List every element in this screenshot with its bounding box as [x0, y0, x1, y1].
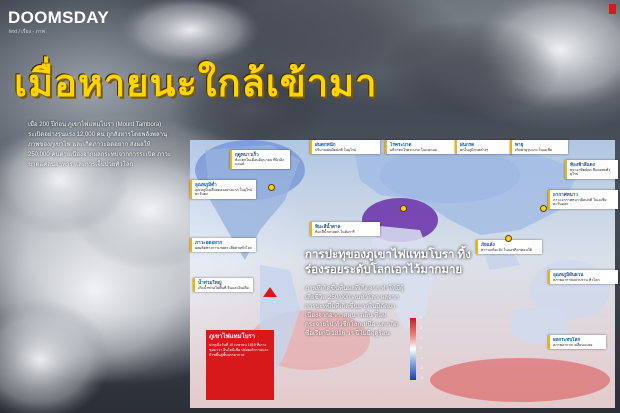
callout-body: เกิดน้ำท่วมในพื้นที่ จีนและอินเดีย: [198, 285, 249, 290]
feature-block: [305, 248, 475, 338]
callout-title: น้ำท่วมใหญ่: [198, 280, 222, 285]
callout-body: ปริมาณฝนผิดปกติ ในยุโรป: [315, 147, 357, 152]
section-byline: text / เรื่อง - ภาพ: [9, 29, 45, 35]
callout-title: หิมะสีน้ำตาล: [315, 224, 341, 229]
callout-body: เกิดพายุรุนแรง ในเอเชีย: [515, 147, 552, 152]
callout-body: อหิวาตกโรคระบาด ในเบงกอล: [390, 147, 437, 152]
callout: [190, 238, 256, 252]
callout: [548, 190, 618, 209]
callout-title: ฝนตกหนัก: [315, 142, 336, 147]
callout-title: ผลกระทบโลก: [553, 337, 581, 342]
temperature-legend-bar: [410, 318, 416, 380]
callout-title: อุณหภูมิผันผวน: [553, 272, 584, 277]
feature-body: ภาพที่เกิดขึ้นพื้นผลที่เกิดจาก ทำให้มีผู้เสียชีวิต 250,000 คนทั่วโลก ผลจากการปะทุขึ้นที่เกิดขึ้นมากในปีถัดมา เนื่องจากอากาศหนาวเย็น ที่แผ่กระจายไป ทั่วซีกโลกเหนือ และเกิดชื่อเรียกปี 1816 ว่า ปีไม่มีฤดูร้อน: [305, 285, 404, 337]
callout-body: พระอาทิตย์ตก สีแดงสดทั่วยุโรป: [570, 167, 611, 177]
location-pin: [505, 235, 512, 242]
callout-title: อากาศหนาว: [553, 192, 578, 197]
callout-title: ฤดูหนาวเร็ว: [235, 152, 259, 157]
legend-tick: -1: [420, 356, 424, 360]
callout-body: หิมะสีน้ำตาลตก ในฮังการี: [315, 229, 355, 234]
callout-title: ฝนกรด: [460, 142, 475, 147]
callout: [310, 222, 380, 236]
callout-body: สภาพอากาศ เปลี่ยนแปลง: [553, 342, 593, 347]
callout-title: พายุ: [515, 142, 524, 147]
callout-title: โรคระบาด: [390, 142, 412, 147]
volcano-icon: [263, 287, 277, 297]
callout-body: ภาวะอากาศหนาวผิดปกติ ในเอเชียตะวันออก: [553, 197, 607, 207]
legend-tick: -3: [420, 376, 424, 380]
callout: [230, 150, 290, 169]
legend-tick: -2: [420, 366, 424, 370]
callout: [385, 140, 455, 154]
legend-tick: 2: [420, 326, 422, 330]
headline: เมื่อหายนะใกล้เข้ามา: [14, 61, 378, 105]
callout: [193, 278, 253, 292]
callout: [548, 335, 606, 349]
callout: [476, 240, 542, 254]
volcano-title: ภูเขาไฟแทมโบรา: [209, 334, 256, 340]
location-pin: [540, 205, 547, 212]
callout-title: ภาวะอดอยาก: [195, 240, 223, 245]
callout: [310, 140, 380, 154]
feature-title: การปะทุของภูเขาไฟแทมโบรา ทิ้งร่องรอยระดับโลกเอาไว้มากมาย: [305, 249, 471, 276]
callout: [548, 270, 618, 284]
callout-body: หิมะตกในเดือนมิถุนายน ที่นิวอิงแลนด์: [235, 157, 284, 167]
callout-body: อุณหภูมิเฉลี่ยลดลงอย่างมาก ในยุโรปตะวันตก: [195, 187, 253, 197]
callout-title: ภัยแล้ง: [481, 242, 495, 247]
intro-paragraph: เมื่อ 200 ปีก่อน ภูเขาไฟแทมโบรา (Mount Tambora) ระเบิดอย่างรุนแรง 12,000 คน ถูกสังหารโดยพลังพลานุภาพของภูเขาไฟ และเกิดภาวะอดอยาก ส่งผลให้ 250,000 คนตายเนื่องจากผลกระทบจากการระเบิด ภาวะขาดแคลนอาหาร และการเจ็บป่วยทั่วโลก: [28, 122, 172, 168]
callout: [190, 180, 256, 199]
callout-body: ผลผลิตทางการเกษตร เสียหายทั่วโลก: [195, 245, 252, 250]
callout-title: ท้องฟ้าสีแดง: [570, 162, 595, 167]
callout-body: ความแห้งแล้ง ในแอฟริกาตอนใต้: [481, 247, 532, 252]
callout-body: สภาพอากาศแปรปรวน ทั่วโลก: [553, 277, 600, 282]
section-brand: DOOMSDAY: [8, 8, 109, 27]
callout: [565, 160, 618, 179]
location-pin: [400, 205, 407, 212]
legend-tick: 3: [420, 316, 422, 320]
callout: [510, 140, 568, 154]
volcano-info-box: [206, 330, 274, 400]
callout: [455, 140, 513, 154]
legend-tick: 1: [420, 336, 422, 340]
location-pin: [268, 184, 275, 191]
page-corner-mark: [609, 4, 616, 14]
volcano-body: ปะทุเมื่อวันที่ 10 เมษายน 1815 ที่เกาะซุมบาวา อินโดนีเซีย ปล่อยเถ้าถ่านและก๊าซขึ้นสู่ชั้นบรรยากาศ: [209, 343, 269, 357]
callout-title: อุณหภูมิต่ำ: [195, 182, 217, 187]
legend-tick: 0: [420, 346, 422, 350]
callout-body: ตกในภูมิภาคต่างๆ: [460, 147, 489, 152]
